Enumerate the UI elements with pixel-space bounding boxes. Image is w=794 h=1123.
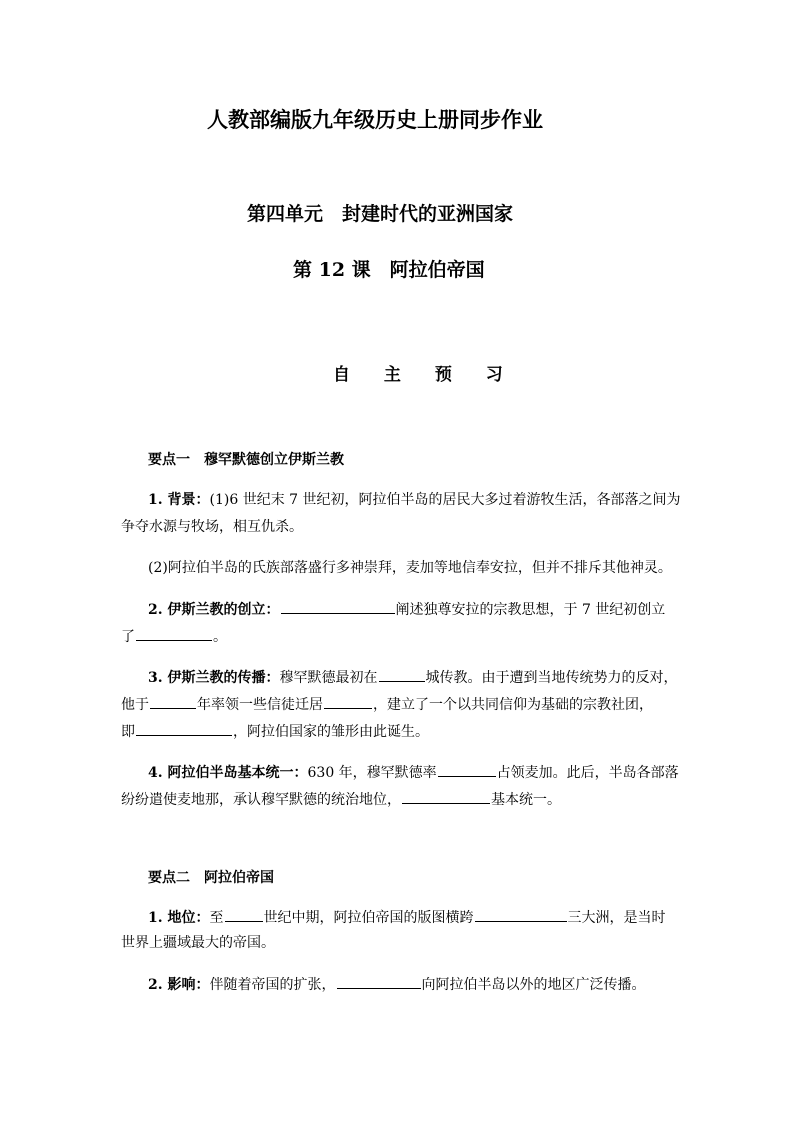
p1-item2-line1 <box>148 601 665 617</box>
p2-item1-line1 <box>148 909 666 925</box>
p1-item4-num: 4. <box>148 765 168 781</box>
blank-p1-4a[interactable] <box>438 764 496 777</box>
p1-item3-line3 <box>121 723 429 739</box>
blank-p2-1b[interactable] <box>475 909 567 922</box>
p2-item2-num: 2. <box>148 977 168 993</box>
p1-item1-label: 背景： <box>167 492 210 508</box>
p1-item3-text-e: ，建立了一个以共同信仰为基础的宗教社团， <box>373 697 653 713</box>
p1-item3-text-c: 他于 <box>121 697 149 713</box>
blank-p1-2a[interactable] <box>281 601 395 614</box>
p2-item1-text-b: 世纪中期，阿拉伯帝国的版图横跨 <box>263 910 474 926</box>
p2-item2-text-a: 伴随着帝国的扩张， <box>209 977 336 993</box>
main-title: 人教部编版九年级历史上册同步作业 <box>207 107 543 132</box>
keypoint-2-heading: 要点二 阿拉伯帝国 <box>148 870 274 886</box>
p2-item1-text-a: 至 <box>209 910 224 926</box>
blank-p2-1a[interactable] <box>225 909 263 922</box>
p1-item3-text-f: 即 <box>121 724 135 740</box>
keypoint-1-heading: 要点一 穆罕默德创立伊斯兰教 <box>148 452 344 468</box>
p1-item2-text-c: 。 <box>213 629 227 645</box>
p1-item4-text-a: 630 年，穆罕默德率 <box>307 765 437 781</box>
p1-item2-label: 伊斯兰教的创立： <box>167 602 280 618</box>
p1-item1-line1 <box>148 493 681 507</box>
p1-item3-line2 <box>121 696 653 712</box>
p1-item1-text1: (1)6 世纪末 7 世纪初，阿拉伯半岛的居民大多过着游牧生活，各部落之间为 <box>209 492 681 508</box>
p2-item2-line1 <box>148 976 646 992</box>
p1-item3-num: 3. <box>148 670 168 686</box>
blank-p1-3c[interactable] <box>324 696 372 709</box>
blank-p1-3d[interactable] <box>136 723 232 736</box>
blank-p1-2b[interactable] <box>136 628 212 641</box>
p1-item1-num: 1. <box>148 492 168 508</box>
p1-item3-label: 伊斯兰教的传播： <box>167 670 280 686</box>
p1-item3-text-d: 年率领一些信徒迁居 <box>197 697 323 713</box>
p1-item2-text-a: 阐述独尊安拉的宗教思想，于 7 世纪初创立 <box>395 602 666 618</box>
unit-title: 第四单元 封建时代的亚洲国家 <box>247 203 514 225</box>
blank-p1-4b[interactable] <box>402 791 490 804</box>
p1-item3-text-g: ，阿拉伯国家的雏形由此诞生。 <box>233 724 429 740</box>
p1-item4-text-c: 纷纷遣使麦地那，承认穆罕默德的统治地位， <box>121 792 401 808</box>
p1-item4-line2 <box>121 791 561 807</box>
p2-item1-label: 地位： <box>167 910 210 926</box>
p1-item4-text-b: 占领麦加。此后，半岛各部落 <box>496 765 679 781</box>
blank-p1-3a[interactable] <box>379 669 425 682</box>
p1-item4-text-d: 基本统一。 <box>491 792 561 808</box>
lesson-title: 第 12 课 阿拉伯帝国 <box>293 259 485 281</box>
p1-item3-text-a: 穆罕默德最初在 <box>279 670 378 686</box>
p2-item1-line2: 世界上疆域最大的帝国。 <box>121 935 275 951</box>
p1-item3-text-b: 城传教。由于遭到当地传统势力的反对， <box>425 670 678 686</box>
p2-item2-text-b: 向阿拉伯半岛以外的地区广泛传播。 <box>421 977 646 993</box>
p1-item2-text-b: 了 <box>121 629 135 645</box>
p1-item1-line2: 争夺水源与牧场，相互仇杀。 <box>121 519 303 535</box>
p2-item2-label: 影响： <box>167 977 210 993</box>
p1-item2-num: 2. <box>148 602 168 618</box>
p2-item1-num: 1. <box>148 910 168 926</box>
section-title: 自 主 预 习 <box>333 365 517 385</box>
p1-item3-line1 <box>148 669 678 685</box>
p1-item2-line2 <box>121 628 227 644</box>
p1-item1b: (2)阿拉伯半岛的氏族部落盛行多神崇拜，麦加等地信奉安拉，但并不排斥其他神灵。 <box>148 560 672 576</box>
p1-item4-line1 <box>148 764 679 780</box>
p2-item1-text-c: 三大洲，是当时 <box>567 910 666 926</box>
blank-p2-2a[interactable] <box>337 976 421 989</box>
p1-item4-label: 阿拉伯半岛基本统一： <box>167 765 308 781</box>
blank-p1-3b[interactable] <box>150 696 196 709</box>
